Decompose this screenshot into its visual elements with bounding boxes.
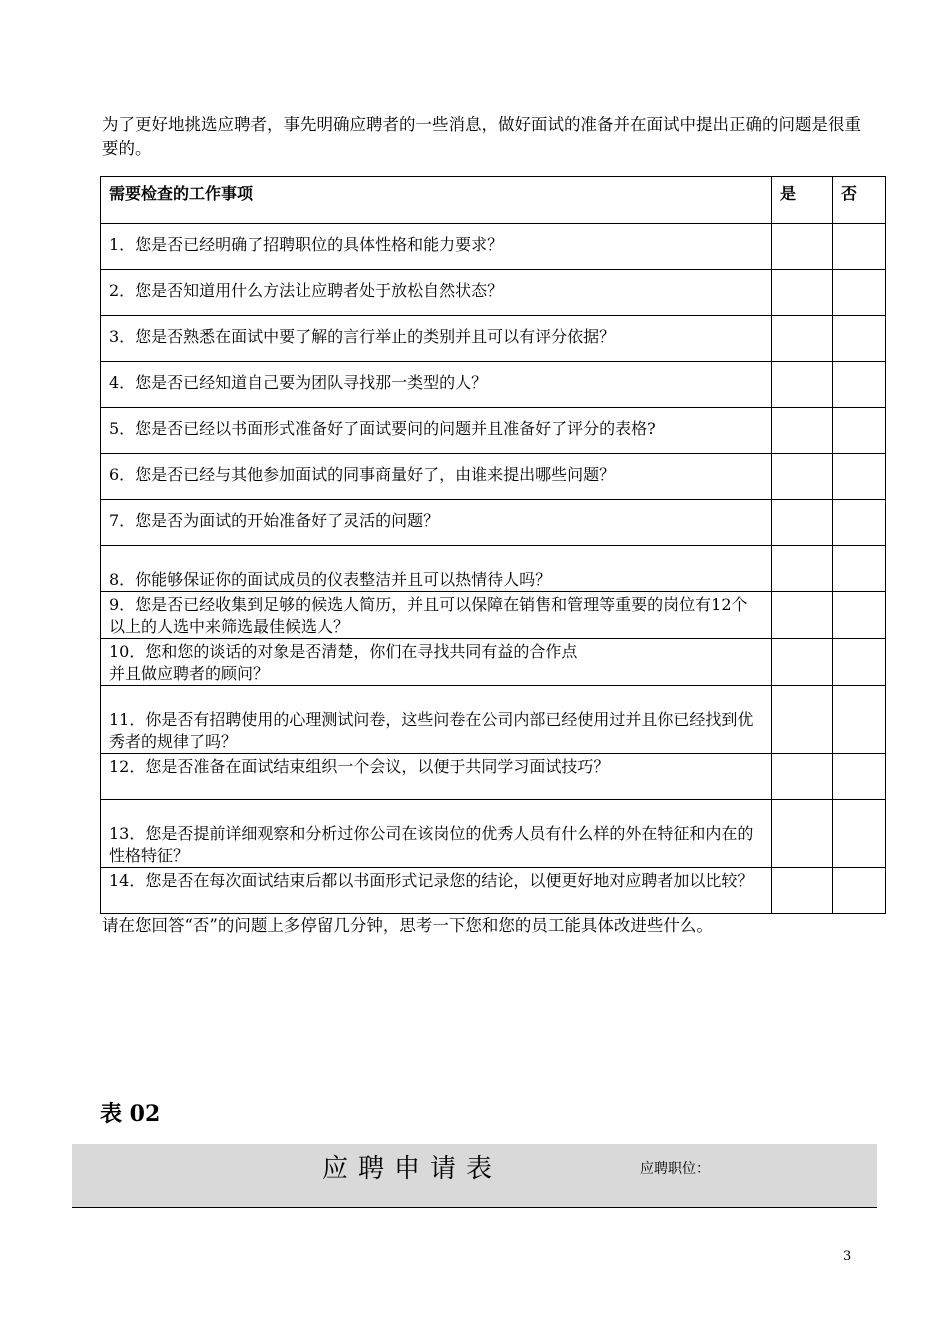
table-row	[101, 454, 886, 500]
table-row	[101, 500, 886, 546]
no-cell[interactable]	[833, 316, 886, 362]
no-cell[interactable]	[833, 270, 886, 316]
yes-cell[interactable]	[772, 270, 833, 316]
yes-cell[interactable]	[772, 500, 833, 546]
question-cell: 7．您是否为面试的开始准备好了灵活的问题？	[101, 500, 772, 546]
no-cell[interactable]	[833, 362, 886, 408]
section-label: 表 02	[100, 1101, 161, 1127]
table-row	[101, 224, 886, 270]
yes-cell[interactable]	[772, 686, 833, 754]
question-cell: 8．你能够保证你的面试成员的仪表整洁并且可以热情待人吗？	[101, 546, 772, 592]
table-row	[101, 800, 886, 868]
yes-cell[interactable]	[772, 868, 833, 914]
table-row	[101, 754, 886, 800]
no-cell[interactable]	[833, 800, 886, 868]
question-cell: 10．您和您的谈话的对象是否清楚，你们在寻找共同有益的合作点 并且做应聘者的顾问？	[101, 639, 772, 686]
header-yes: 是	[772, 177, 833, 224]
yes-cell[interactable]	[772, 592, 833, 639]
table-row	[101, 546, 886, 592]
yes-cell[interactable]	[772, 754, 833, 800]
form-title: 应聘申请表	[322, 1154, 503, 1184]
yes-cell[interactable]	[772, 362, 833, 408]
question-cell: 14．您是否在每次面试结束后都以书面形式记录您的结论，以便更好地对应聘者加以比较？	[101, 868, 772, 914]
table-row	[101, 316, 886, 362]
no-cell[interactable]	[833, 454, 886, 500]
table-row	[101, 362, 886, 408]
question-cell: 6．您是否已经与其他参加面试的同事商量好了，由谁来提出哪些问题？	[101, 454, 772, 500]
yes-cell[interactable]	[772, 639, 833, 686]
table-row	[101, 592, 886, 639]
no-cell[interactable]	[833, 639, 886, 686]
table-row	[101, 270, 886, 316]
no-cell[interactable]	[833, 686, 886, 754]
no-cell[interactable]	[833, 224, 886, 270]
table-header-row	[101, 177, 886, 224]
yes-cell[interactable]	[772, 408, 833, 454]
yes-cell[interactable]	[772, 454, 833, 500]
no-cell[interactable]	[833, 754, 886, 800]
interview-checklist-table	[100, 176, 886, 914]
position-label: 应聘职位：	[640, 1161, 710, 1177]
application-form-header	[72, 1144, 877, 1208]
page-number: 3	[843, 1249, 852, 1264]
yes-cell[interactable]	[772, 316, 833, 362]
no-cell[interactable]	[833, 868, 886, 914]
yes-cell[interactable]	[772, 800, 833, 868]
no-cell[interactable]	[833, 592, 886, 639]
question-cell: 4．您是否已经知道自己要为团队寻找那一类型的人？	[101, 362, 772, 408]
question-cell: 12．您是否准备在面试结束组织一个会议，以便于共同学习面试技巧？	[101, 754, 772, 800]
table-row	[101, 686, 886, 754]
table-row	[101, 639, 886, 686]
intro-paragraph: 为了更好地挑选应聘者，事先明确应聘者的一些消息，做好面试的准备并在面试中提出正确的问题是很重要的。	[102, 115, 861, 158]
question-cell: 2．您是否知道用什么方法让应聘者处于放松自然状态？	[101, 270, 772, 316]
question-cell: 3．您是否熟悉在面试中要了解的言行举止的类别并且可以有评分依据？	[101, 316, 772, 362]
header-no: 否	[833, 177, 886, 224]
no-cell[interactable]	[833, 408, 886, 454]
question-cell: 5．您是否已经以书面形式准备好了面试要问的问题并且准备好了评分的表格?	[101, 408, 772, 454]
no-cell[interactable]	[833, 500, 886, 546]
table-row	[101, 868, 886, 914]
question-cell: 9．您是否已经收集到足够的候选人简历，并且可以保障在销售和管理等重要的岗位有12个以上的人选中来筛选最佳候选人？	[101, 592, 772, 639]
yes-cell[interactable]	[772, 224, 833, 270]
table-row	[101, 408, 886, 454]
header-item: 需要检查的工作事项	[101, 177, 772, 224]
yes-cell[interactable]	[772, 546, 833, 592]
question-cell: 13．您是否提前详细观察和分析过你公司在该岗位的优秀人员有什么样的外在特征和内在的性格特征？	[101, 800, 772, 868]
closing-note: 请在您回答“否”的问题上多停留几分钟，思考一下您和您的员工能具体改进些什么。	[102, 916, 713, 935]
no-cell[interactable]	[833, 546, 886, 592]
question-cell: 1．您是否已经明确了招聘职位的具体性格和能力要求？	[101, 224, 772, 270]
question-cell: 11．你是否有招聘使用的心理测试问卷，这些问卷在公司内部已经使用过并且你已经找到优秀者的规律了吗？	[101, 686, 772, 754]
